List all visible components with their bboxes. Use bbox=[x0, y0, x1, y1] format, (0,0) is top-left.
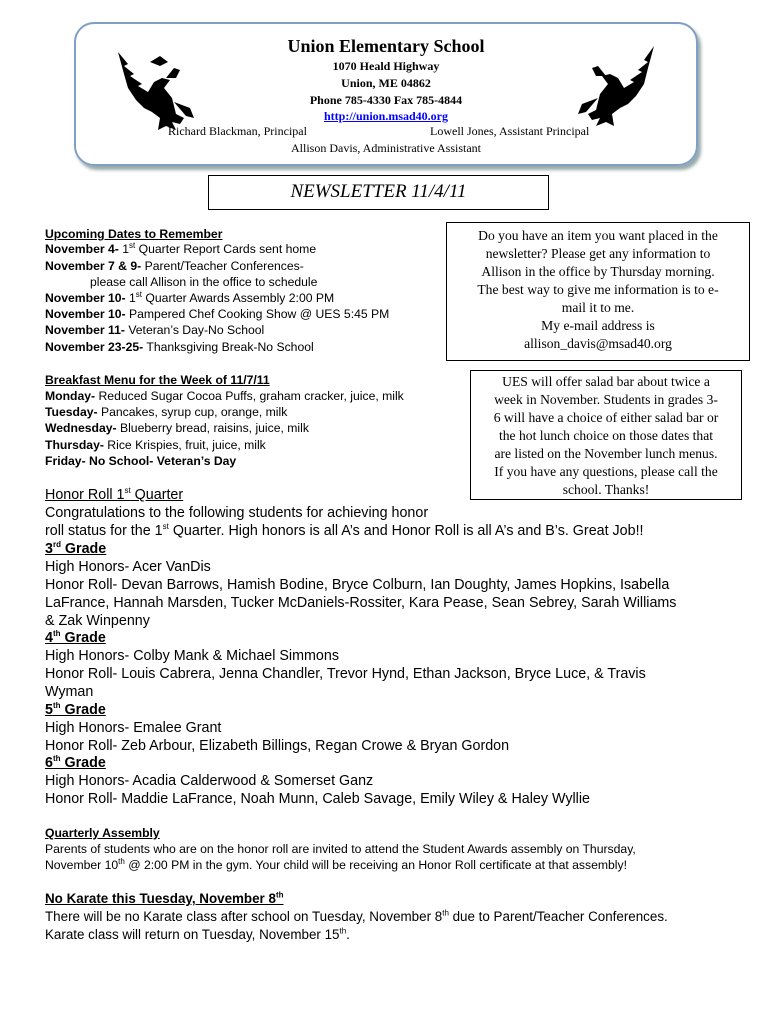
upcoming-date-item: November 23-25- Thanksgiving Break-No School bbox=[45, 340, 314, 354]
grade-6-honor-roll: Honor Roll- Maddie LaFrance, Noah Munn, Caleb Savage, Emily Wiley & Haley Wyllie bbox=[45, 791, 590, 807]
salad-line: the hot lunch choice on those dates that bbox=[498, 428, 714, 443]
submission-info-box bbox=[446, 222, 750, 361]
upcoming-dates-heading: Upcoming Dates to Remember bbox=[45, 227, 223, 241]
submission-info-text bbox=[457, 227, 739, 353]
phone-fax: Phone 785-4330 Fax 785-4844 bbox=[309, 93, 463, 107]
admin-assistant-name: Allison Davis, Administrative Assistant bbox=[290, 141, 481, 155]
quarterly-assembly-heading: Quarterly Assembly bbox=[45, 826, 160, 840]
salad-bar-notice-text bbox=[477, 373, 735, 499]
letterhead-box bbox=[74, 22, 698, 166]
grade-5-honor-roll: Honor Roll- Zeb Arbour, Elizabeth Billings, Regan Crowe & Bryan Gordon bbox=[45, 738, 510, 754]
honor-roll-intro: Congratulations to the following students for achieving honor bbox=[45, 505, 429, 521]
upcoming-date-item-continued: please call Allison in the office to schedule bbox=[90, 275, 318, 289]
honor-roll-intro: roll status for the 1st Quarter. High honors is all A’s and Honor Roll is all A’s and B’s. Great Job!! bbox=[45, 522, 644, 539]
salad-line: If you have any questions, please call the bbox=[494, 464, 718, 479]
salad-line: 6 will have a choice of either salad bar or bbox=[493, 410, 719, 425]
assistant-principal-name: Lowell Jones, Assistant Principal bbox=[430, 124, 590, 138]
info-line: My e-mail address is bbox=[541, 318, 655, 333]
honor-roll-heading: Honor Roll 1st Quarter bbox=[45, 486, 184, 503]
upcoming-date-item: November 4- 1st Quarter Report Cards sent home bbox=[45, 240, 317, 256]
website-link[interactable] bbox=[76, 109, 696, 124]
salad-line: are listed on the November lunch menus. bbox=[494, 446, 718, 461]
website-url[interactable]: http://union.msad40.org bbox=[323, 109, 449, 123]
breakfast-menu-item: Monday- Reduced Sugar Cocoa Puffs, graham cracker, juice, milk bbox=[45, 389, 404, 403]
salad-bar-notice-box bbox=[470, 370, 742, 500]
grade-3-honor-roll: LaFrance, Hannah Marsden, Tucker McDaniels-Rossiter, Kara Pease, Sean Sebrey, Sarah Williams bbox=[45, 595, 677, 611]
upcoming-date-item: November 10- Pampered Chef Cooking Show @ UES 5:45 PM bbox=[45, 307, 390, 321]
grade-5-heading: 5th Grade bbox=[45, 701, 106, 718]
grade-6-heading: 6th Grade bbox=[45, 754, 106, 771]
upcoming-date-item: November 11- Veteran’s Day-No School bbox=[45, 323, 265, 337]
breakfast-menu-item: Thursday- Rice Krispies, fruit, juice, milk bbox=[45, 438, 266, 452]
address-line-2: Union, ME 04862 bbox=[341, 76, 431, 90]
breakfast-menu-item: Wednesday- Blueberry bread, raisins, juice, milk bbox=[45, 421, 309, 435]
grade-3-heading: 3rd Grade bbox=[45, 540, 107, 557]
address-line-1: 1070 Heald Highway bbox=[332, 59, 440, 73]
info-line: mail it to me. bbox=[561, 300, 635, 315]
grade-3-honor-roll: Honor Roll- Devan Barrows, Hamish Bodine, Bryce Colburn, Ian Doughty, James Hopkins, Isabella bbox=[45, 577, 670, 593]
info-line: The best way to give me information is to e- bbox=[477, 282, 719, 297]
upcoming-date-item: November 10- 1st Quarter Awards Assembly 2:00 PM bbox=[45, 289, 335, 305]
info-line: Do you have an item you want placed in the bbox=[478, 228, 718, 243]
salad-line: week in November. Students in grades 3- bbox=[494, 392, 718, 407]
newsletter-title: NEWSLETTER 11/4/11 bbox=[290, 181, 467, 202]
breakfast-menu-item: Friday- No School- Veteran’s Day bbox=[45, 454, 237, 468]
school-name: Union Elementary School bbox=[287, 36, 485, 56]
info-line: newsletter? Please get any information to bbox=[485, 246, 711, 261]
grade-4-heading: 4th Grade bbox=[45, 629, 106, 646]
grade-4-high-honors: High Honors- Colby Mank & Michael Simmons bbox=[45, 648, 339, 664]
info-email: allison_davis@msad40.org bbox=[524, 336, 672, 351]
grade-5-high-honors: High Honors- Emalee Grant bbox=[45, 720, 222, 736]
breakfast-menu-item: Tuesday- Pancakes, syrup cup, orange, milk bbox=[45, 405, 288, 419]
principal-name: Richard Blackman, Principal bbox=[168, 124, 307, 138]
quarterly-assembly-text: Parents of students who are on the honor roll are invited to attend the Student Awards assembly on Thursday, bbox=[45, 842, 636, 856]
salad-line: school. Thanks! bbox=[562, 482, 650, 497]
karate-text: Karate class will return on Tuesday, November 15th. bbox=[45, 926, 350, 942]
grade-3-high-honors: High Honors- Acer VanDis bbox=[45, 559, 211, 575]
karate-heading: No Karate this Tuesday, November 8th bbox=[45, 890, 284, 906]
info-line: Allison in the office by Thursday morning. bbox=[481, 264, 715, 279]
salad-line: UES will offer salad bar about twice a bbox=[502, 374, 710, 389]
quarterly-assembly-text: November 10th @ 2:00 PM in the gym. Your child will be receiving an Honor Roll certificate at that assembly! bbox=[45, 856, 627, 872]
karate-text: There will be no Karate class after school on Tuesday, November 8th due to Parent/Teacher Conferences. bbox=[45, 908, 668, 924]
grade-4-honor-roll: Honor Roll- Louis Cabrera, Jenna Chandler, Trevor Hynd, Ethan Jackson, Bryce Luce, & Travis bbox=[45, 666, 646, 682]
grade-3-honor-roll: & Zak Winpenny bbox=[45, 613, 150, 629]
grade-6-high-honors: High Honors- Acadia Calderwood & Somerset Ganz bbox=[45, 773, 374, 789]
grade-4-honor-roll: Wyman bbox=[45, 684, 94, 700]
upcoming-date-item: November 7 & 9- Parent/Teacher Conferences- bbox=[45, 259, 304, 273]
newsletter-title-box bbox=[208, 175, 549, 210]
breakfast-menu-heading: Breakfast Menu for the Week of 11/7/11 bbox=[45, 373, 270, 387]
